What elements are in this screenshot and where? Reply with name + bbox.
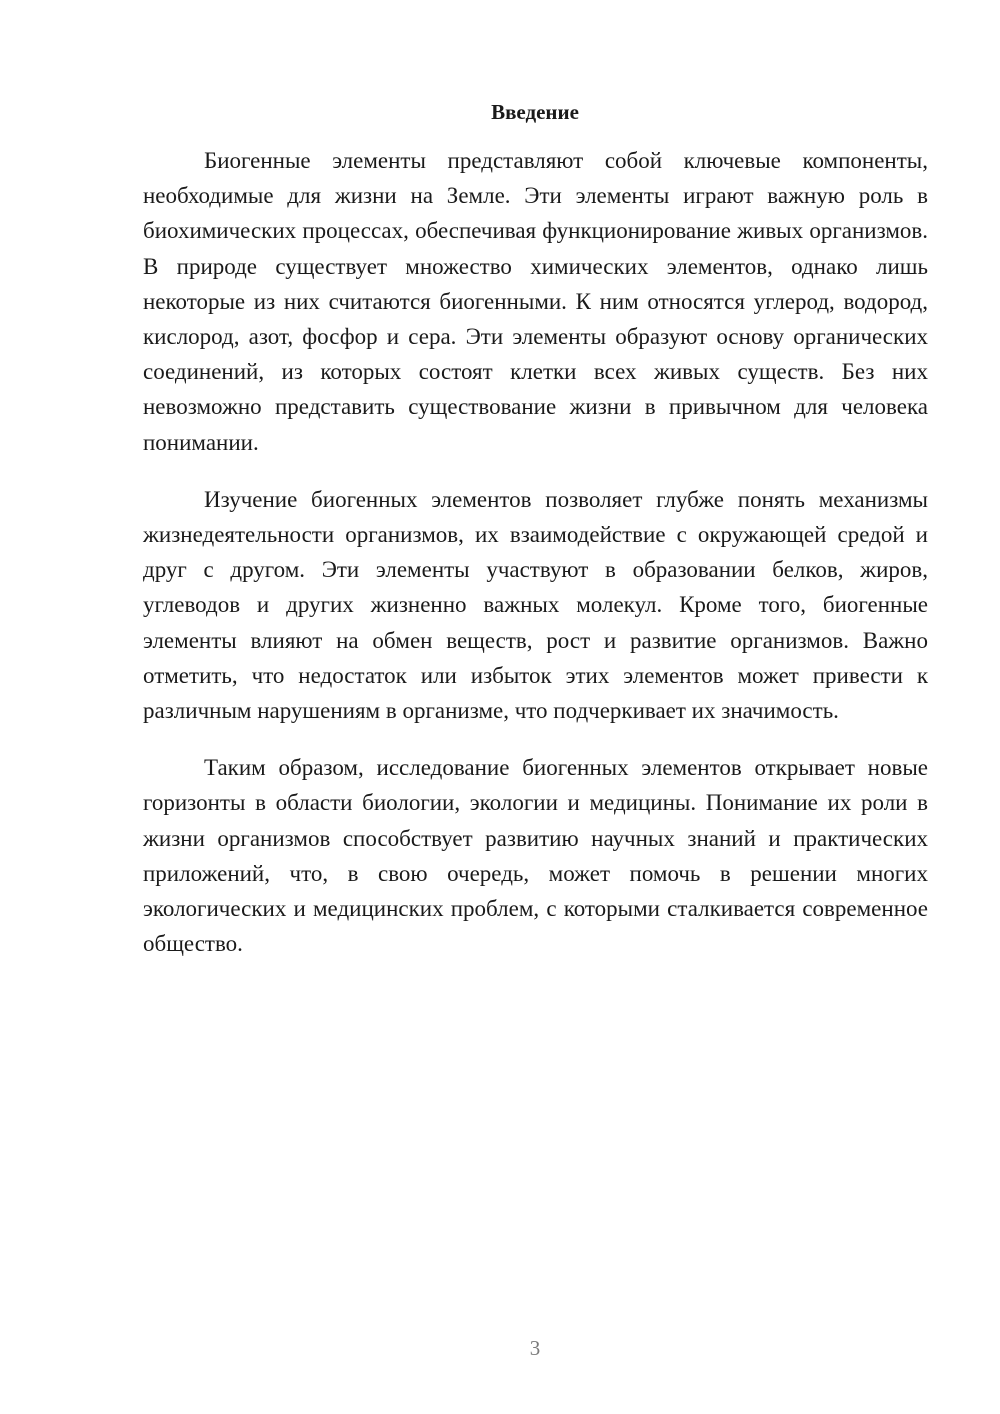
paragraph-2: Изучение биогенных элементов позволяет глубже понять механизмы жизнедеятельности организмов, их взаимодействие с окружающей средой и друг с другом. Эти элементы участвуют в образовании белков, жиров, углеводов и других жизненно важных молекул. Кроме того, биогенные элементы влияют на обмен веществ, рост и развитие организмов. Важно отметить, что недостаток или избыток этих элементов может привести к различным нарушениям в организме, что подчеркивает их значимость. <box>143 486 928 724</box>
document-body <box>143 143 928 983</box>
paragraph-1: Биогенные элементы представляют собой ключевые компоненты, необходимые для жизни на Земле. Эти элементы играют важную роль в биохимических процессах, обеспечивая функционирование живых организмов. В природе существует множество химических элементов, однако лишь некоторые из них считаются биогенными. К ним относятся углерод, водород, кислород, азот, фосфор и сера. Эти элементы образуют основу органических соединений, из которых состоят клетки всех живых существ. Без них невозможно представить существование жизни в привычном для человека понимании. <box>143 148 928 455</box>
page-number: 3 <box>529 1336 541 1360</box>
section-heading: Введение <box>491 100 579 124</box>
paragraph-3: Таким образом, исследование биогенных элементов открывает новые горизонты в области биологии, экологии и медицины. Понимание их роли в жизни организмов способствует развитию научных знаний и практических приложений, что, в свою очередь, может помочь в решении многих экологических и медицинских проблем, с которыми сталкивается современное общество. <box>143 755 928 957</box>
